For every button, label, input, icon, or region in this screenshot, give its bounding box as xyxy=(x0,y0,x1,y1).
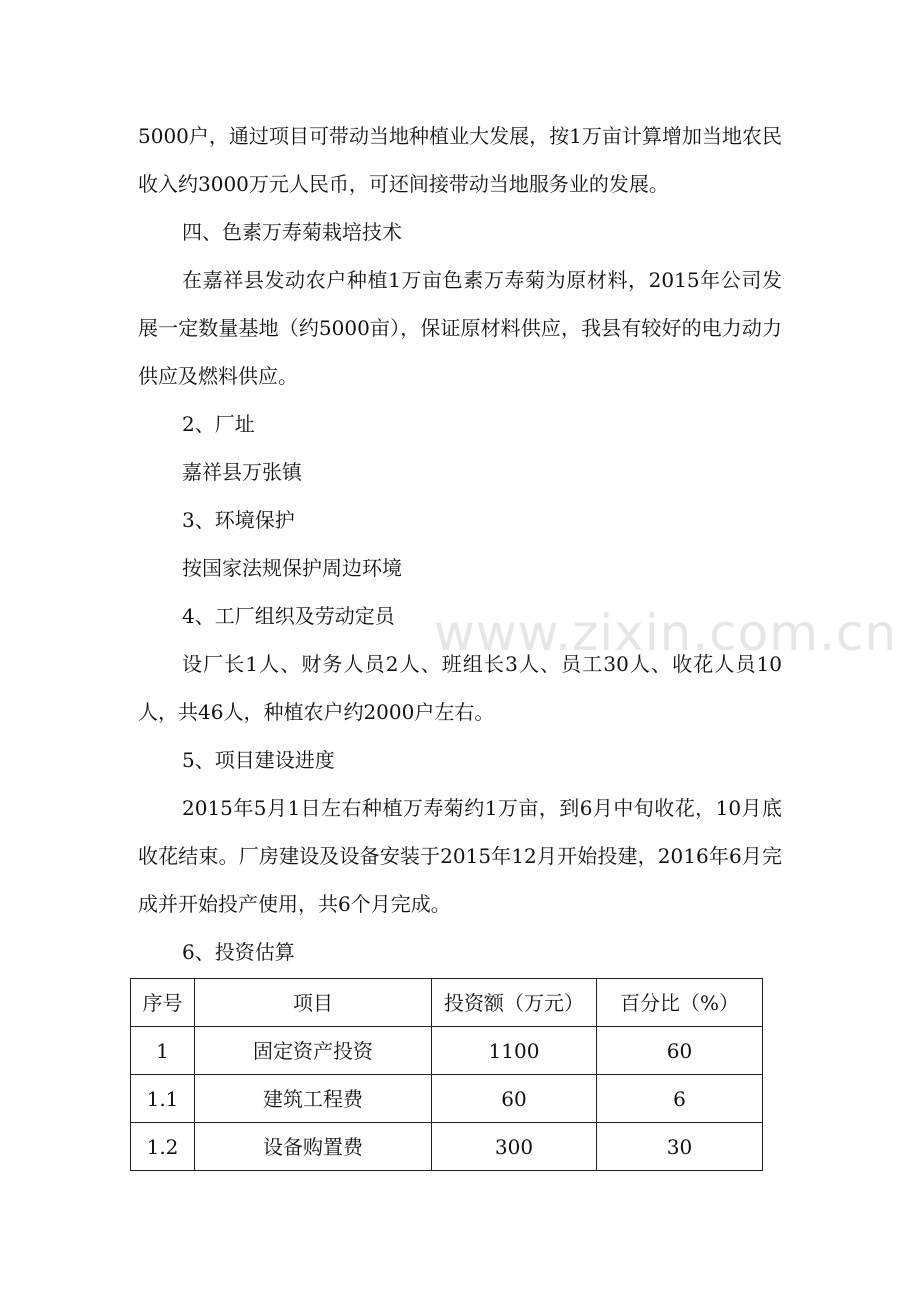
cell-item: 设备购置费 xyxy=(195,1123,432,1171)
table-header-row xyxy=(131,979,763,1027)
header-serial: 序号 xyxy=(131,979,195,1027)
section-heading-environment: 3、环境保护 xyxy=(182,508,295,532)
watermark: www.zixin.com.cn xyxy=(434,604,898,662)
header-percent: 百分比（%） xyxy=(597,979,763,1027)
cell-amount: 60 xyxy=(432,1075,597,1123)
cell-item: 固定资产投资 xyxy=(195,1027,432,1075)
paragraph-site-location: 嘉祥县万张镇 xyxy=(182,460,302,484)
table-row xyxy=(131,1027,763,1075)
paragraph-schedule: 2015年5月1日左右种植万寿菊约1万亩，到6月中旬收花，10月底收花结束。厂房建设及设备安装于2015年12月开始投建，2016年6月完成并开始投产使用，共6个月完成。 xyxy=(138,796,782,916)
cell-serial: 1.1 xyxy=(131,1075,195,1123)
header-item: 项目 xyxy=(195,979,432,1027)
section-heading-cultivation: 四、色素万寿菊栽培技术 xyxy=(182,220,402,244)
cell-amount: 300 xyxy=(432,1123,597,1171)
paragraph-farmer-income: 5000户，通过项目可带动当地种植业大发展，按1万亩计算增加当地农民收入约3000万元人民币，可还间接带动当地服务业的发展。 xyxy=(138,124,782,196)
paragraph-raw-material: 在嘉祥县发动农户种植1万亩色素万寿菊为原材料，2015年公司发展一定数量基地（约5000亩），保证原材料供应，我县有较好的电力动力供应及燃料供应。 xyxy=(138,268,782,388)
cell-amount: 1100 xyxy=(432,1027,597,1075)
section-heading-investment: 6、投资估算 xyxy=(182,940,295,964)
cell-percent: 30 xyxy=(597,1123,763,1171)
header-amount: 投资额（万元） xyxy=(432,979,597,1027)
table-row xyxy=(131,1075,763,1123)
section-heading-staffing: 4、工厂组织及劳动定员 xyxy=(182,604,395,628)
investment-table xyxy=(130,978,763,1171)
table-row xyxy=(131,1123,763,1171)
cell-serial: 1 xyxy=(131,1027,195,1075)
cell-item: 建筑工程费 xyxy=(195,1075,432,1123)
paragraph-environment: 按国家法规保护周边环境 xyxy=(182,556,402,580)
cell-serial: 1.2 xyxy=(131,1123,195,1171)
section-heading-schedule: 5、项目建设进度 xyxy=(182,748,335,772)
cell-percent: 60 xyxy=(597,1027,763,1075)
cell-percent: 6 xyxy=(597,1075,763,1123)
section-heading-site: 2、厂址 xyxy=(182,412,255,436)
paragraph-staffing: 设厂长1人、财务人员2人、班组长3人、员工30人、收花人员10人，共46人，种植农户约2000户左右。 xyxy=(138,652,782,724)
